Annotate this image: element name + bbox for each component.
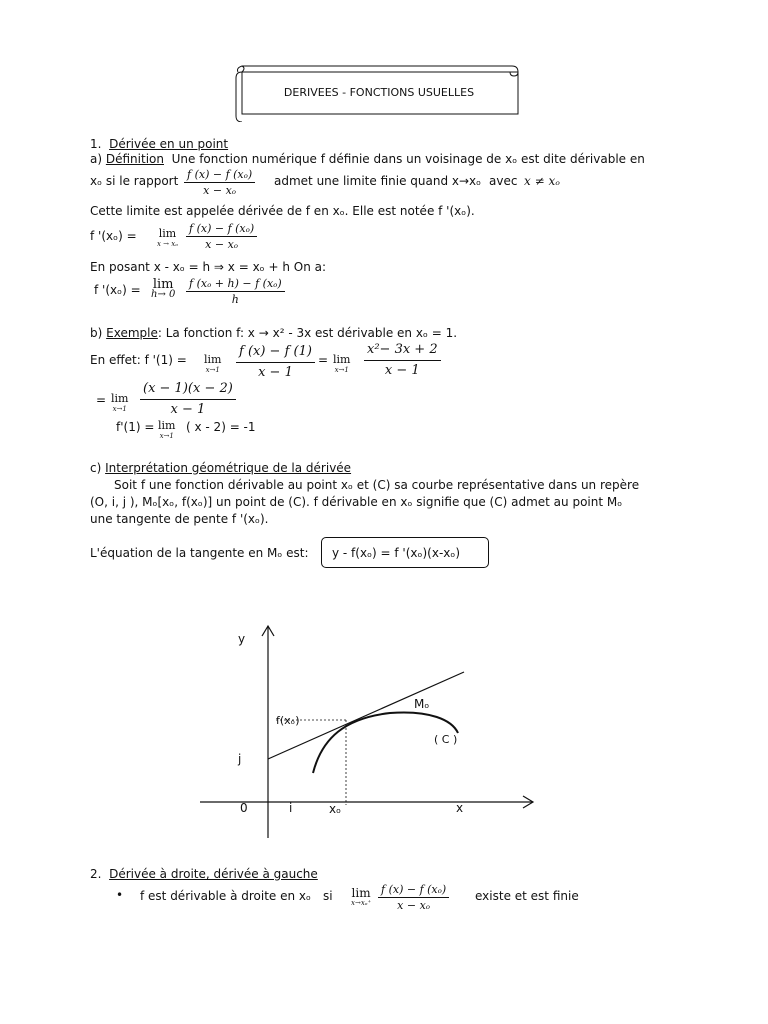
- substitution-text: En posant x - xₒ = h ⇒ x = xₒ + h On a:: [90, 260, 327, 274]
- y-axis-label: y: [238, 632, 246, 646]
- limit-operator-1d: lim x→1: [158, 419, 176, 440]
- fxo-label: f(xₒ): [276, 714, 300, 727]
- interpretation-line-3: une tangente de pente f '(xₒ).: [90, 512, 269, 526]
- right-derivative-text: f est dérivable à droite en xₒ: [140, 889, 311, 903]
- f1-result-value: ( x - 2) = -1: [186, 420, 256, 434]
- right-derivative-fraction: $\frac{\text{f (x) − f (xₒ)}}{\text{x − xₒ}}$: [378, 883, 449, 912]
- limit-operator: lim x → xₒ: [157, 227, 178, 248]
- limit-operator-right: lim x→xₒ⁺: [351, 886, 372, 907]
- interpretation-heading: c) Interprétation géométrique de la dérivée: [90, 461, 352, 475]
- fprime-xo-label-2: f '(xₒ) =: [94, 283, 141, 297]
- example-fraction-1: $\frac{f (x) - f (1)}{x - 1}$: [236, 343, 315, 382]
- bullet: •: [116, 888, 124, 902]
- limit-operator-1b: lim x→1: [333, 353, 351, 374]
- origin-label: 0: [240, 801, 248, 815]
- example-fraction-3: $\frac{(x - 1)(x - 2)}{x - 1}$: [140, 380, 236, 419]
- definition-line-2-suffix: admet une limite finie quand x→xₒ: [274, 174, 482, 188]
- section-2-heading: 2. Dérivée à droite, dérivée à gauche: [90, 867, 318, 881]
- definition-line-2-prefix: xₒ si le rapport: [90, 174, 179, 188]
- i-label: i: [289, 801, 293, 815]
- tangent-equation: y - f(xₒ) = f '(xₒ)(x-xₒ): [332, 546, 461, 560]
- tangent-intro: L'équation de la tangente en Mₒ est:: [90, 546, 309, 560]
- exists-finite-text: existe et est finie: [475, 889, 579, 903]
- limit-operator-1c: lim x→1: [111, 392, 129, 413]
- j-label: j: [238, 752, 242, 766]
- limit-operator-1a: lim x→1: [204, 353, 222, 374]
- limit-operator-h: lim h→ 0: [151, 277, 176, 300]
- definition-line-1: a) Définition Une fonction numérique f définie dans un voisinage de xₒ est dite dérivable en: [90, 152, 645, 166]
- h-fraction: $\frac{\text{f (xₒ + h) − f (xₒ)}}{h}$: [186, 277, 285, 306]
- fprime-xo-label: f '(xₒ) =: [90, 229, 137, 243]
- curve-label: ( C ): [434, 733, 458, 746]
- f1-result-label: f'(1) =: [116, 420, 155, 434]
- mo-label: Mₒ: [414, 697, 430, 711]
- avec-text: avec: [489, 174, 518, 188]
- condition-text: x ≠ xₒ: [524, 174, 560, 188]
- interpretation-line-2: (O, i, j ), Mₒ[xₒ, f(xₒ)] un point de (C). f dérivable en xₒ signifie que (C) admet au point Mₒ: [90, 495, 623, 509]
- limit-definition-text: Cette limite est appelée dérivée de f en xₒ. Elle est notée f '(xₒ).: [90, 204, 475, 218]
- si-text: si: [323, 889, 333, 903]
- derivative-fraction: $\frac{\text{f (x) − f (xₒ)}}{\text{x − xₒ}}$: [186, 222, 257, 251]
- xo-label: xₒ: [329, 802, 342, 816]
- x-axis-label: x: [456, 801, 464, 815]
- page-title: DERIVEES - FONCTIONS USUELLES: [283, 86, 475, 99]
- interpretation-line-1: Soit f une fonction dérivable au point xₒ et (C) sa courbe représentative dans un repère: [114, 478, 640, 492]
- equals-sign-2: =: [96, 393, 107, 407]
- example-line: b) Exemple: La fonction f: x → x² - 3x est dérivable en xₒ = 1.: [90, 326, 458, 340]
- equals-sign-1: =: [318, 353, 329, 367]
- example-fraction-2: $\frac{\text{x²− 3x + 2}}{x - 1}$: [364, 341, 441, 380]
- en-effet-label: En effet: f '(1) =: [90, 353, 187, 367]
- rate-fraction: $\frac{\text{f (x) − f (xₒ)}}{\text{x − xₒ}}$: [184, 168, 255, 197]
- section-1-heading: 1. Dérivée en un point: [90, 137, 229, 151]
